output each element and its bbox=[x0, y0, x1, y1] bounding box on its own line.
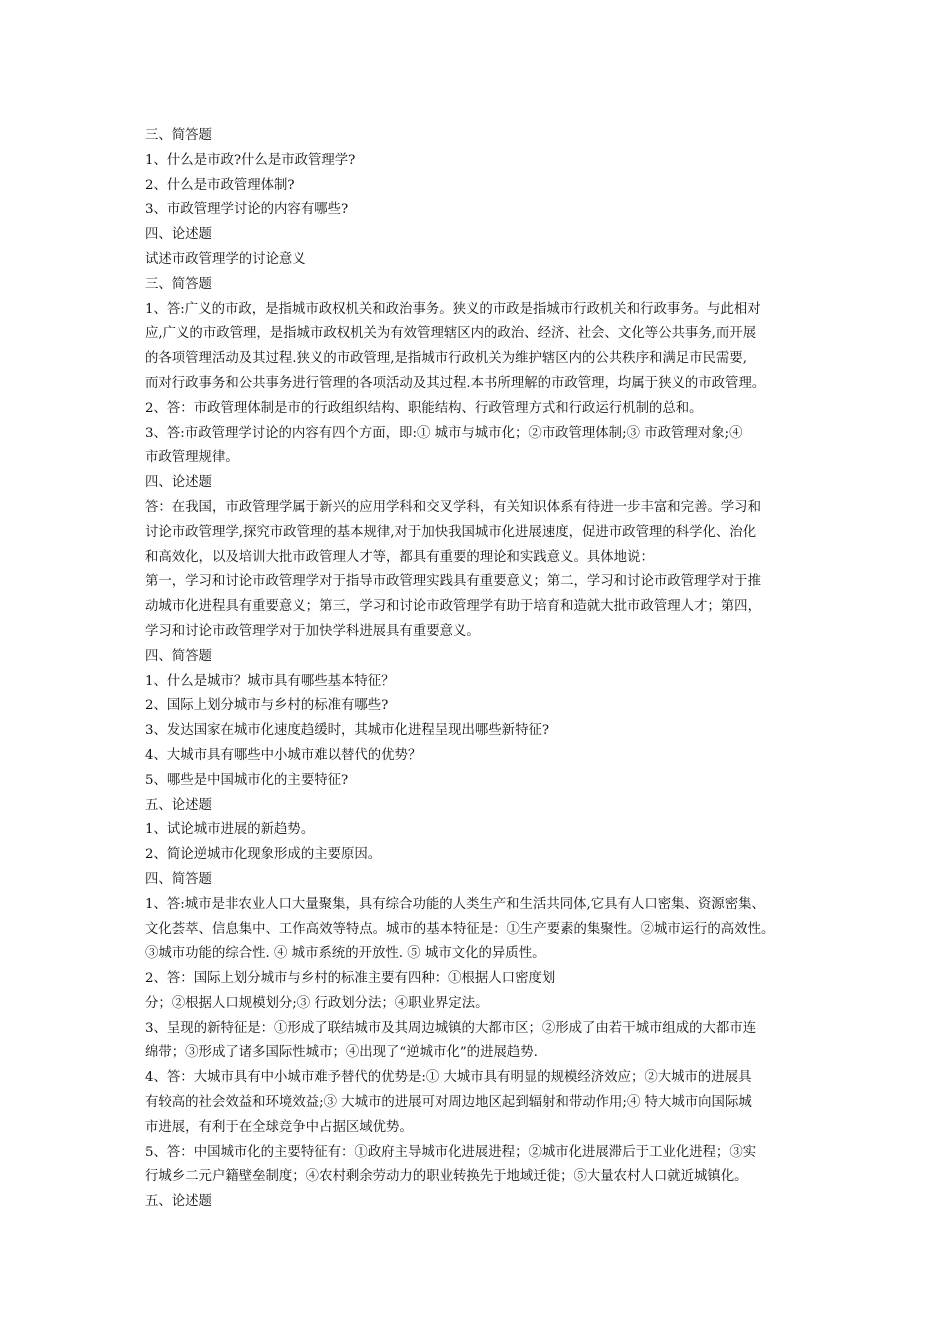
text-line: 四、简答题 bbox=[145, 648, 212, 664]
text-line: 5、答：中国城市化的主要特征有：①政府主导城市化进展进程；②城市化进展滞后于工业化进程；③实 bbox=[145, 1144, 757, 1160]
text-line: 4、大城市具有哪些中小城市难以替代的优势？ bbox=[145, 747, 422, 763]
text-line: 分；②根据人口规模划分;③ 行政划分法；④职业界定法。 bbox=[145, 995, 489, 1011]
text-line: 3、发达国家在城市化速度趋缓时，其城市化进程呈现出哪些新特征? bbox=[145, 723, 550, 739]
text-line: 文化荟萃、信息集中、工作高效等特点。城市的基本特征是：①生产要素的集聚性。②城市运行的高效性。 bbox=[145, 921, 775, 937]
text-line: 2、答：市政管理体制是市的行政组织结构、职能结构、行政管理方式和行政运行机制的总和。 bbox=[145, 400, 703, 416]
text-line: 2、简论逆城市化现象形成的主要原因。 bbox=[145, 847, 382, 863]
text-line: 学习和讨论市政管理学对于加快学科进展具有重要意义。 bbox=[145, 623, 480, 639]
text-line: 3、市政管理学讨论的内容有哪些? bbox=[145, 202, 349, 218]
text-line: 三、简答题 bbox=[145, 128, 212, 143]
text-line: 第一，学习和讨论市政管理学对于指导市政管理实践具有重要意义；第二，学习和讨论市政管理学对于推 bbox=[145, 574, 761, 590]
text-line: 讨论市政管理学,探究市政管理的基本规律,对于加快我国城市化进展速度，促进市政管理的科学化、治化 bbox=[145, 524, 757, 540]
text-line: 1、答:城市是非农业人口大量聚集，具有综合功能的人类生产和生活共同体,它具有人口密集、资源密集、 bbox=[145, 896, 765, 912]
text-line: 1、什么是市政?什么是市政管理学? bbox=[145, 152, 356, 168]
text-line: 四、论述题 bbox=[145, 475, 212, 491]
text-line: 而对行政事务和公共事务进行管理的各项活动及其过程.本书所理解的市政管理，均属于狭义的市政管理。 bbox=[145, 375, 766, 391]
text-line: 3、呈现的新特征是：①形成了联结城市及其周边城镇的大都市区；②形成了由若干城市组成的大都市连 bbox=[145, 1020, 757, 1036]
text-line: 试述市政管理学的讨论意义 bbox=[145, 251, 306, 267]
text-line: 1、什么是城市？城市具有哪些基本特征？ bbox=[145, 673, 395, 689]
text-line: 有较高的社会效益和环境效益;③ 大城市的进展可对周边地区起到辐射和带动作用;④ 特大城市向国际城 bbox=[145, 1095, 752, 1111]
text-line: 行城乡二元户籍壁垒制度；④农村剩余劳动力的职业转换先于地域迁徙；⑤大量农村人口就近城镇化。 bbox=[145, 1169, 748, 1185]
text-line: 3、答:市政管理学讨论的内容有四个方面，即:① 城市与城市化；②市政管理体制;③ 市政管理对象;④ bbox=[145, 425, 743, 441]
text-line: 2、什么是市政管理体制? bbox=[145, 177, 295, 193]
text-line: 应,广义的市政管理，是指城市政权机关为有效管理辖区内的政治、经济、社会、文化等公共事务,而开展 bbox=[145, 326, 757, 342]
text-line: ③城市功能的综合性. ④ 城市系统的开放性. ⑤ 城市文化的异质性。 bbox=[145, 946, 546, 962]
text-line: 1、试论城市进展的新趋势。 bbox=[145, 822, 315, 838]
text-line: 4、答：大城市具有中小城市难予替代的优势是:① 大城市具有明显的规模经济效应；②大城市的进展具 bbox=[145, 1070, 752, 1086]
text-line: 市政管理规律。 bbox=[145, 450, 239, 466]
text-line: 三、简答题 bbox=[145, 276, 212, 292]
text-line: 市进展，有利于在全球竞争中占据区域优势。 bbox=[145, 1119, 413, 1135]
text-line: 四、论述题 bbox=[145, 227, 212, 243]
text-line: 五、论述题 bbox=[145, 797, 212, 813]
text-line: 1、答:广义的市政，是指城市政权机关和政治事务。狭义的市政是指城市行政机关和行政事务。与此相对 bbox=[145, 301, 761, 317]
text-line: 5、哪些是中国城市化的主要特征? bbox=[145, 772, 349, 788]
text-line: 绵带；③形成了诸多国际性城市；④出现了“逆城市化”的进展趋势. bbox=[145, 1045, 538, 1061]
text-line: 2、答：国际上划分城市与乡村的标准主要有四种：①根据人口密度划 bbox=[145, 971, 556, 987]
text-line: 2、国际上划分城市与乡村的标准有哪些? bbox=[145, 698, 389, 714]
text-line: 五、论述题 bbox=[145, 1194, 212, 1210]
document-page bbox=[145, 124, 815, 1215]
text-line: 四、简答题 bbox=[145, 871, 212, 887]
text-line: 和高效化，以及培训大批市政管理人才等，都具有重要的理论和实践意义。具体地说： bbox=[145, 549, 654, 565]
text-line: 动城市化进程具有重要意义；第三，学习和讨论市政管理学有助于培育和造就大批市政管理人才；第四， bbox=[145, 599, 761, 615]
text-line: 的各项管理活动及其过程.狭义的市政管理,是指城市行政机关为维护辖区内的公共秩序和满足市民需要, bbox=[145, 351, 747, 367]
text-line: 答：在我国，市政管理学属于新兴的应用学科和交叉学科，有关知识体系有待进一步丰富和完善。学习和 bbox=[145, 499, 761, 515]
